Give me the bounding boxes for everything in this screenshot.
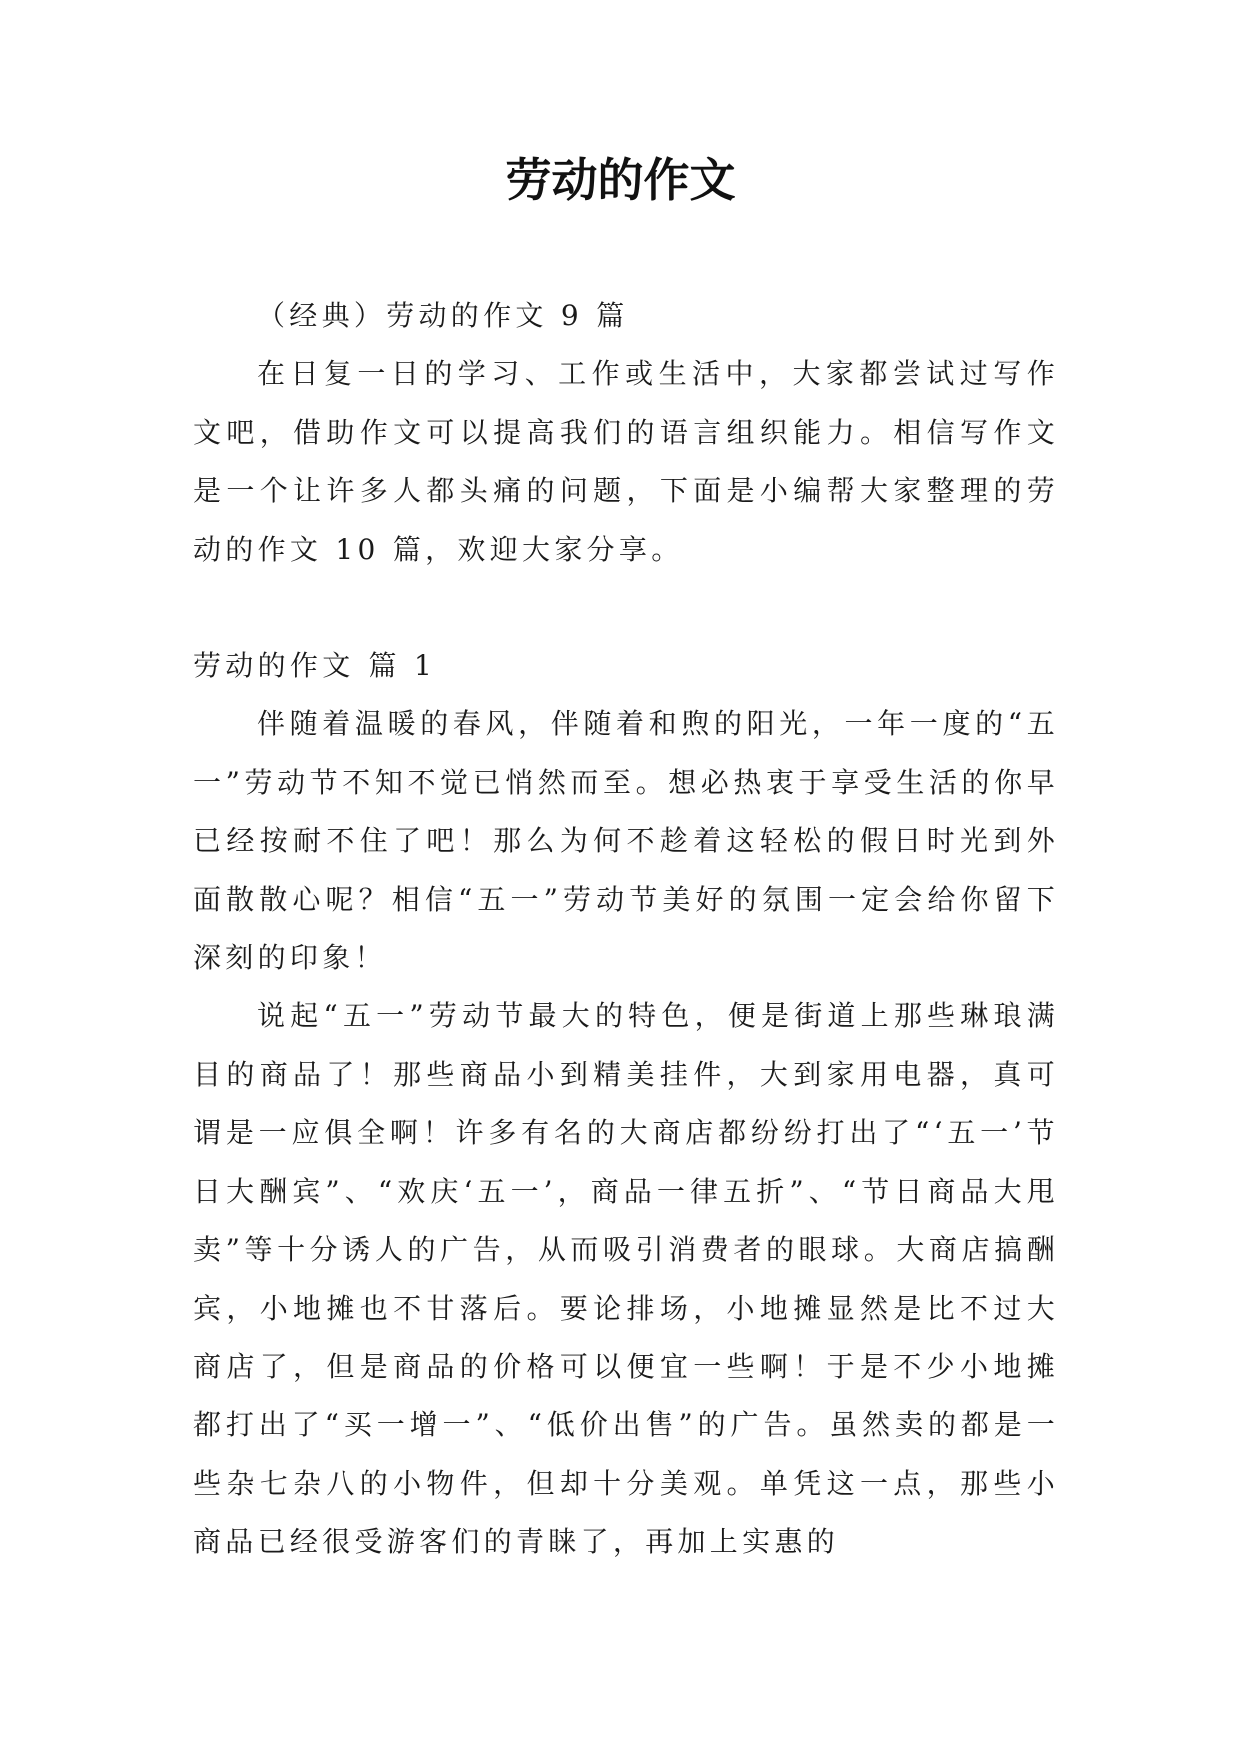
section-paragraph-1: 伴随着温暖的春风，伴随着和煦的阳光，一年一度的“五一”劳动节不知不觉已悄然而至。想必热衷于享受生活的你早已经按耐不住了吧！那么为何不趁着这轻松的假日时光到外面散散心呢？相信“五一”劳动节美好的氛围一定会给你留下深刻的印象！ — [193, 707, 1059, 975]
document-subtitle: （经典）劳动的作文 9 篇 — [257, 299, 629, 332]
intro-paragraph: 在日复一日的学习、工作或生活中，大家都尝试过写作文吧，借助作文可以提高我们的语言组织能力。相信写作文是一个让许多人都头痛的问题，下面是小编帮大家整理的劳动的作文 10 篇，欢迎大家分享。 — [193, 357, 1059, 566]
document-title: 劳动的作文 — [505, 153, 736, 207]
section-heading — [193, 637, 1059, 695]
section-heading-title: 劳动的作文 — [193, 649, 355, 683]
document-body — [193, 287, 1059, 1572]
section-paragraph-2: 说起“五一”劳动节最大的特色，便是街道上那些琳琅满目的商品了！那些商品小到精美挂件，大到家用电器，真可谓是一应俱全啊！许多有名的大商店都纷纷打出了“‘五一’节日大酬宾”、“欢庆‘五一’，商品一律五折”、“节日商品大甩卖”等十分诱人的广告，从而吸引消费者的眼球。大商店搞酬宾，小地摊也不甘落后。要论排场，小地摊显然是比不过大商店了，但是商品的价格可以便宜一些啊！于是不少小地摊都打出了“买一增一”、“低价出售”的广告。虽然卖的都是一些杂七杂八的小物件，但却十分美观。单凭这一点，那些小商品已经很受游客们的青睐了，再加上实惠的 — [193, 999, 1059, 1559]
section-heading-number: 篇 1 — [368, 649, 437, 683]
